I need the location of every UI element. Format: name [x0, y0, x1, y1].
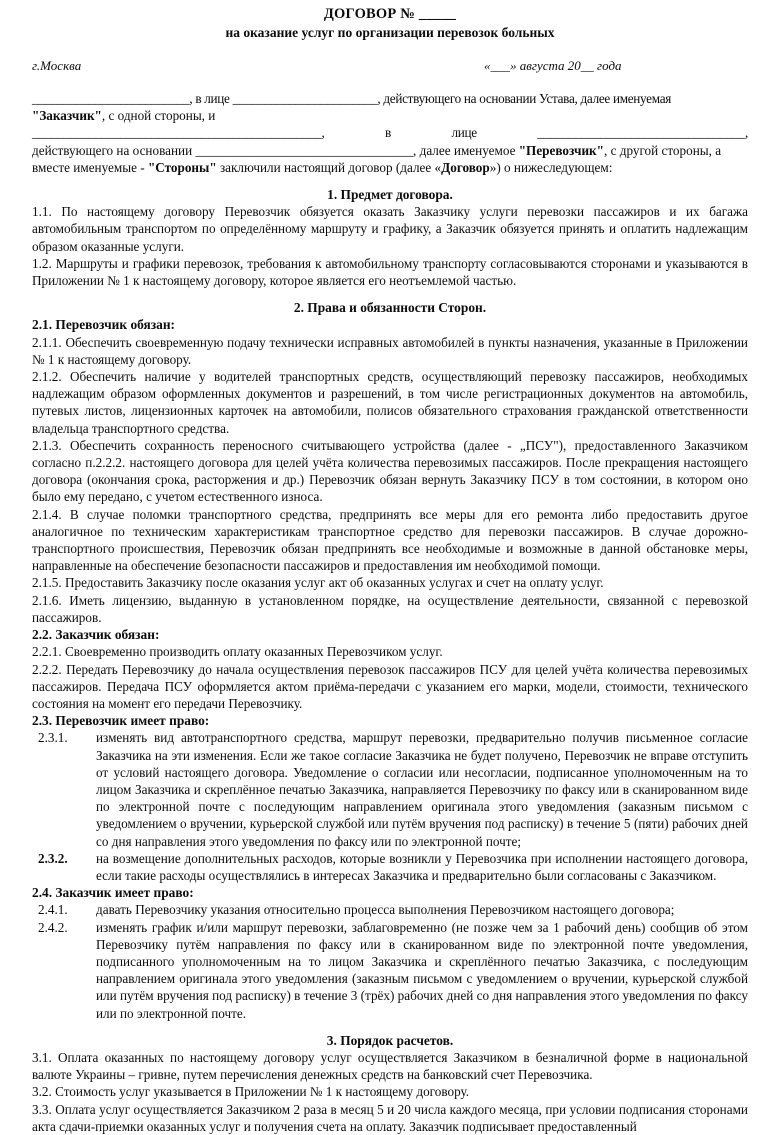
clause-3-2: 3.2. Стоимость услуг указывается в Приложении № 1 к настоящему договору.: [32, 1084, 470, 1100]
clause-2-1-4: 2.1.4. В случае поломки транспортного средства, предпринять все меры для его ремонта либо предоставить другое аналогичное по техническим характеристикам транспортное средство для перевозки пассажиров. В случае дорожно-транспортного происшествия, Перевозчик обязан предпринять все необходимые и возможные в данной обстановке меры, направленные на обеспечение безопасности пассажиров и предоставления им необходимой помощи.: [32, 506, 748, 574]
section-2-heading: 2. Права и обязанности Сторон.: [293, 300, 487, 316]
preamble-line-3: [32, 124, 748, 141]
document-title: ДОГОВОР № _____: [323, 6, 457, 22]
clause-2-3-2-text: на возмещение дополнительных расходов, которые возникли у Перевозчика при исполнении настоящего договора, если такие расходы осуществлялись в интересах Заказчика и предварительно были согласованы с Заказчиком.: [96, 850, 748, 883]
clause-2-4-1: [32, 901, 748, 918]
carrier-term: "Перевозчик": [518, 142, 604, 158]
clause-2-1-6: 2.1.6. Иметь лицензию, выданную в установленном порядке, на осуществление деятельности, связанной с перевозкой пассажиров.: [32, 592, 748, 625]
parties-term: "Стороны": [147, 159, 217, 175]
party-customer-blank-line: _________________________, в лице _______________________, действующего на основании Устава, далее именуемая: [32, 91, 672, 106]
preamble-line-5-a: вместе именуемые -: [32, 159, 148, 175]
preamble-line-2: [32, 107, 748, 124]
party-carrier-blank-line: ______________________________________________, в лице _________________________________,: [32, 125, 748, 141]
clause-2-4-2-text: изменять график и/или маршрут перевозки, заблаговременно (не позже чем за 1 рабочий день) сообщив об этом Перевозчику путём направления по факсу или в сканированном виде по электронной почте уведомления, подписанного уполномоченным на то лицом Заказчика и скреплённого печатью Заказчика, с последующим направлением оригинала этого уведомления (заказным письмом с уведомлением о вручении, курьерской службой или путём вручения под расписку) в течение 3 (трёх) рабочих дней со дня направления этого уведомления по факсу или по электронной почте.: [96, 919, 748, 1021]
clause-2-1-1: 2.1.1. Обеспечить своевременную подачу технически исправных автомобилей в пункты назначения, указанные в Приложении № 1 к настоящему договору.: [32, 334, 748, 367]
clause-1-2: 1.2. Маршруты и графики перевозок, требования к автомобильному транспорту согласовываются сторонами и указываются в Приложении № 1 к настоящему договору, которое является его неотъемлемой частью.: [32, 255, 748, 289]
clause-2-4-2-number: 2.4.2.: [38, 919, 68, 935]
contract-term: Договор: [441, 159, 490, 175]
clause-2-2-1: 2.2.1. Своевременно производить оплату оказанных Перевозчиком услуг.: [32, 644, 443, 660]
preamble-line-4-b: , с другой стороны, а: [603, 142, 722, 158]
clause-2-3-2-number: 2.3.2.: [38, 850, 68, 866]
clause-2-3-1: [32, 729, 748, 849]
preamble-line-5: [32, 159, 748, 176]
document-subtitle: на оказание услуг по организации перевозок больных: [225, 25, 555, 40]
preamble-line-2-rest: , с одной стороны, и: [101, 108, 216, 124]
subheading-2-2: 2.2. Заказчик обязан:: [32, 627, 160, 643]
clause-2-3-1-number: 2.3.1.: [38, 730, 68, 746]
clause-2-4-1-text: давать Перевозчику указания относительно процесса выполнения Перевозчиком настоящего договора;: [96, 902, 675, 918]
preamble-line-4: [32, 142, 748, 159]
customer-term: "Заказчик": [32, 108, 102, 124]
clause-2-1-5: 2.1.5. Предоставить Заказчику после оказания услуг акт об оказанных услугах и счет на оплату услуг.: [32, 575, 604, 591]
clause-2-3-2: [32, 850, 748, 884]
clause-2-1-3: 2.1.3. Обеспечить сохранность переносного считывающего устройства (далее - „ПСУ"), предоставленного Заказчиком согласно п.2.2.2. настоящего договора для целей учёта количества перевозимых пассажиров. После прекращения настоящего договора (окончания срока, расторжения и др.) Перевозчик обязан вернуть Заказчику ПСУ в том состоянии, в котором оно было ему передано, с учетом естественного износа.: [32, 437, 748, 505]
clause-1-1: 1.1. По настоящему договору Перевозчик обязуется оказать Заказчику услуги перевозки пассажиров и их багажа автомобильным транспортом по определённому маршруту и графику, а Заказчик обязуется принять и оплатить надлежащим образом оказанные услуги.: [32, 204, 748, 254]
clause-2-1-2: 2.1.2. Обеспечить наличие у водителей транспортных средств, осуществляющий перевозку пассажиров, необходимых надлежащим образом оформленных документов и разрешений, в том числе регистрационных документов на автомобиль, путевых листов, лицензионных карточек на автомобили, полисов обязательного страхования гражданской ответственности владельца транспортного средства.: [32, 369, 748, 436]
preamble-block: [32, 90, 748, 176]
subheading-2-4: 2.4. Заказчик имеет право:: [32, 885, 194, 901]
city-label: г.Москва: [32, 58, 82, 73]
clause-2-3-1-text: изменять вид автотранспортного средства, маршрут перевозки, предварительно получив письменное согласие Заказчика на эти изменения. Если же такое согласие Заказчика не будет получено, Перевозчик не вправе отступить от условий настоящего договора. Уведомление о согласии или несогласии, подписанное уполномоченным на то лицом Заказчика и скреплённое печатью Заказчика, направляется Перевозчику по факсу или в сканированном виде по электронной почте с последующим направлением оригинала этого уведомления (заказным письмом с уведомлением о вручении, курьерской службой или путём вручения под расписку) в течение 5 (пяти) рабочих дней со дня направления этого уведомления по факсу или по электронной почте;: [96, 730, 748, 849]
subheading-2-3: 2.3. Перевозчик имеет право:: [32, 713, 210, 729]
clause-2-4-1-number: 2.4.1.: [38, 902, 68, 918]
preamble-line-1: [32, 90, 748, 107]
subheading-2-1: 2.1. Перевозчик обязан:: [32, 317, 176, 333]
section-1-heading: 1. Предмет договора.: [327, 187, 453, 203]
preamble-line-5-c: ») о нижеследующем:: [489, 159, 613, 175]
date-field: «___» августа 20__ года: [484, 58, 622, 73]
clause-3-3: 3.3. Оплата услуг осуществляется Заказчиком 2 раза в месяц 5 и 20 числа каждого месяца, при условии подписания сторонами акта сдачи-приемки оказанных услуг и получения счета на оплату. Заказчик подписывает предоставленный: [32, 1101, 748, 1134]
preamble-line-4-a: действующего на основании _________________________________, далее именуемое: [32, 142, 519, 158]
preamble-line-5-b: заключили настоящий договор (далее «: [216, 159, 442, 175]
clause-2-4-2: [32, 919, 748, 1022]
clause-3-1: 3.1. Оплата оказанных по настоящему договору услуг осуществляется Заказчиком в безналичной форме в национальной валюте Украины – гривне, путем перечисления денежных средств на банковский счет Перевозчика.: [32, 1049, 748, 1083]
section-3-heading: 3. Порядок расчетов.: [326, 1032, 454, 1048]
clause-2-2-2: 2.2.2. Передать Перевозчику до начала осуществления перевозок пассажиров ПСУ для целей учёта количества перевозимых пассажиров. Передача ПСУ оформляется актом приёма-передачи с указанием его марки, модели, стоимости, технического состояния на момент его передачи Перевозчику.: [32, 661, 748, 711]
place-and-date-row: [32, 58, 748, 76]
